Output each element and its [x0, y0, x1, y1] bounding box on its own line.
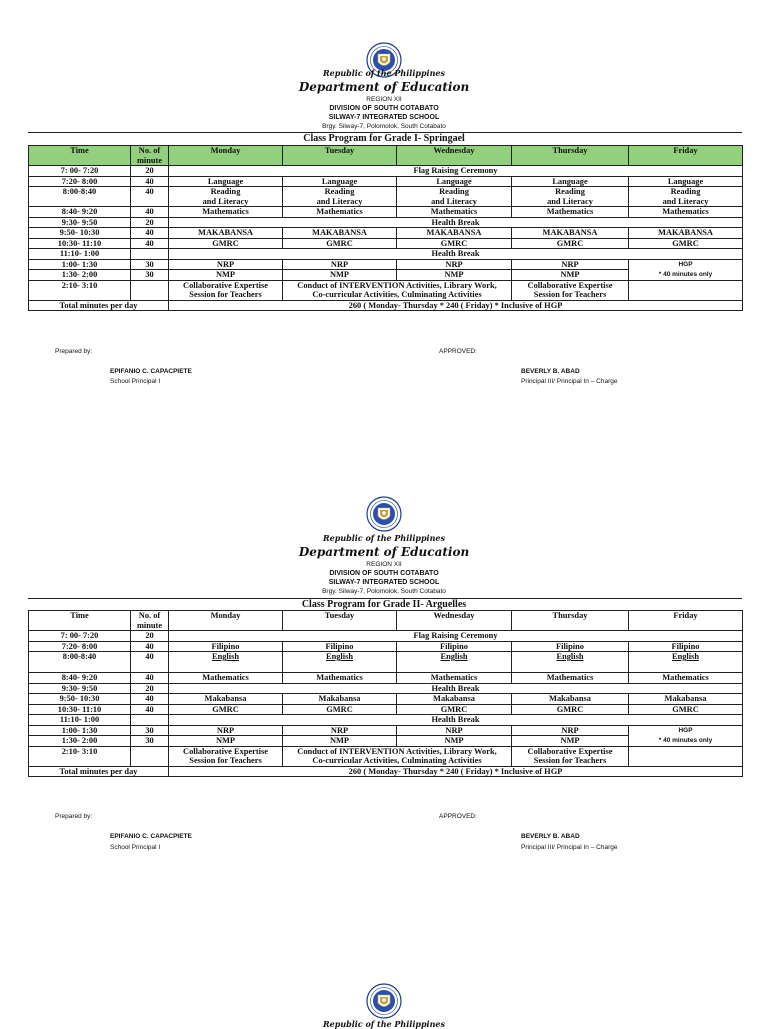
subject-cell: NMP: [512, 270, 629, 281]
prepared-by-label: Prepared by:: [55, 348, 93, 355]
table-row: [29, 217, 743, 228]
table-row: [29, 673, 743, 684]
subject-cell: GMRC: [512, 238, 629, 249]
minutes-cell: 20: [131, 217, 169, 228]
column-header: No. of minute: [131, 146, 169, 166]
time-cell: 9:50- 10:30: [29, 228, 131, 239]
subject-cell: English: [629, 652, 743, 673]
subject-cell: Mathematics: [397, 207, 512, 218]
prepared-by-label: Prepared by:: [55, 813, 93, 820]
span-cell: Health Break: [169, 249, 743, 260]
subject-cell: GMRC: [283, 238, 397, 249]
minutes-cell: 20: [131, 683, 169, 694]
column-header: Monday: [169, 611, 283, 631]
approved-label: APPROVED:: [439, 813, 477, 820]
republic-text: Republic of the Philippines: [322, 1019, 445, 1029]
time-cell: 7:20- 8:00: [29, 176, 131, 187]
subject-cell: Mathematics: [629, 673, 743, 684]
time-cell: 1:30- 2:00: [29, 270, 131, 281]
time-cell: 8:40- 9:20: [29, 207, 131, 218]
column-header: Tuesday: [283, 146, 397, 166]
subject-cell: GMRC: [397, 704, 512, 715]
subject-cell: NMP: [397, 736, 512, 747]
subject-cell: Collaborative Expertise Session for Teachers: [169, 746, 283, 766]
time-cell: 8:40- 9:20: [29, 673, 131, 684]
minutes-cell: 20: [131, 166, 169, 177]
table-row: [29, 652, 743, 673]
subject-cell: GMRC: [629, 238, 743, 249]
subject-cell: Language: [169, 176, 283, 187]
minutes-cell: [131, 715, 169, 726]
time-cell: 8:00-8:40: [29, 652, 131, 673]
preparer-title: School Principal I: [110, 378, 161, 385]
time-cell: 2:10- 3:10: [29, 746, 131, 766]
subject-cell: Language: [283, 176, 397, 187]
subject-cell: Mathematics: [169, 207, 283, 218]
table-row: [29, 166, 743, 177]
subject-cell: GMRC: [512, 704, 629, 715]
subject-cell: Filipino: [512, 641, 629, 652]
subject-cell: Mathematics: [169, 673, 283, 684]
subject-cell: [629, 746, 743, 766]
minutes-cell: 40: [131, 228, 169, 239]
time-cell: 7: 00- 7:20: [29, 166, 131, 177]
column-header: Wednesday: [397, 611, 512, 631]
subject-cell: Mathematics: [397, 673, 512, 684]
subject-cell: Filipino: [397, 641, 512, 652]
table-row: [29, 300, 743, 311]
department-title: Department of Education: [298, 545, 470, 559]
preparer-name: EPIFANIO C. CAPACPIETE: [110, 368, 192, 375]
subject-cell: GMRC: [169, 704, 283, 715]
time-cell: 9:30- 9:50: [29, 217, 131, 228]
span-cell: Health Break: [169, 715, 743, 726]
subject-cell: Collaborative Expertise Session for Teachers: [169, 280, 283, 300]
subject-cell: Mathematics: [512, 207, 629, 218]
subject-cell: MAKABANSA: [629, 228, 743, 239]
subject-cell: NRP: [397, 259, 512, 270]
subject-cell: Makabansa: [283, 694, 397, 705]
table-row: [29, 641, 743, 652]
table-row: [29, 746, 743, 766]
deped-seal-icon: [366, 983, 402, 1019]
minutes-cell: [131, 746, 169, 766]
total-minutes: 260 ( Monday- Thursday * 240 ( Friday) * Inclusive of HGP: [169, 766, 743, 777]
table-row: [29, 187, 743, 207]
subject-cell: NRP: [512, 725, 629, 736]
subject-cell: English: [169, 652, 283, 673]
time-cell: 9:50- 10:30: [29, 694, 131, 705]
subject-cell: Language: [397, 176, 512, 187]
approver-name: BEVERLY B. ABAD: [521, 368, 580, 375]
column-header: Thursday: [512, 611, 629, 631]
subject-cell: Makabansa: [629, 694, 743, 705]
span-cell: Health Break: [169, 217, 743, 228]
table-header-row: [29, 611, 743, 631]
preparer-title: School Principal I: [110, 844, 161, 851]
table-row: [29, 176, 743, 187]
subject-cell: English: [512, 652, 629, 673]
column-header: Time: [29, 611, 131, 631]
table-row: [29, 715, 743, 726]
minutes-cell: 20: [131, 631, 169, 642]
subject-cell: NRP: [512, 259, 629, 270]
approver-title: Principal III/ Principal In – Charge: [521, 378, 618, 385]
subject-cell: NRP: [283, 259, 397, 270]
total-label: Total minutes per day: [29, 300, 169, 311]
subject-cell: English: [283, 652, 397, 673]
column-header: Thursday: [512, 146, 629, 166]
total-minutes: 260 ( Monday- Thursday * 240 ( Friday) * Inclusive of HGP: [169, 300, 743, 311]
time-cell: 1:00- 1:30: [29, 725, 131, 736]
subject-cell: Collaborative Expertise Session for Teachers: [512, 746, 629, 766]
class-program-table: [28, 145, 743, 311]
table-row: [29, 280, 743, 300]
minutes-cell: 40: [131, 238, 169, 249]
subject-cell: NRP: [169, 259, 283, 270]
approved-label: APPROVED:: [439, 348, 477, 355]
minutes-cell: 40: [131, 176, 169, 187]
time-cell: 10:30- 11:10: [29, 238, 131, 249]
subject-cell: Reading and Literacy: [397, 187, 512, 207]
time-cell: 1:30- 2:00: [29, 736, 131, 747]
time-cell: 8:00-8:40: [29, 187, 131, 207]
subject-cell: Makabansa: [512, 694, 629, 705]
program-title: Class Program for Grade I- Springael: [303, 133, 465, 144]
republic-text: Republic of the Philippines: [322, 68, 445, 78]
table-row: [29, 259, 743, 270]
intervention-cell: Conduct of INTERVENTION Activities, Library Work, Co-curricular Activities, Culminating Activities: [283, 280, 512, 300]
table-row: [29, 725, 743, 736]
division-text: DIVISION OF SOUTH COTABATO: [329, 105, 439, 112]
subject-cell: Mathematics: [283, 207, 397, 218]
table-row: [29, 207, 743, 218]
republic-text: Republic of the Philippines: [322, 533, 445, 543]
minutes-cell: [131, 249, 169, 260]
subject-cell: NMP: [169, 736, 283, 747]
span-cell: Flag Raising Ceremony: [169, 166, 743, 177]
school-name: SILWAY-7 INTEGRATED SCHOOL: [328, 114, 440, 121]
table-row: [29, 704, 743, 715]
column-header: Monday: [169, 146, 283, 166]
minutes-cell: 40: [131, 187, 169, 207]
minutes-cell: 30: [131, 259, 169, 270]
subject-cell: MAKABANSA: [512, 228, 629, 239]
table-header-row: [29, 146, 743, 166]
subject-cell: Filipino: [629, 641, 743, 652]
subject-cell: GMRC: [629, 704, 743, 715]
subject-cell: NMP: [397, 270, 512, 281]
school-name: SILWAY-7 INTEGRATED SCHOOL: [328, 579, 440, 586]
table-row: [29, 766, 743, 777]
subject-cell: Collaborative Expertise Session for Teachers: [512, 280, 629, 300]
approver-title: Principal III/ Principal In – Charge: [521, 844, 618, 851]
subject-cell: GMRC: [283, 704, 397, 715]
program-title: Class Program for Grade II- Arguelles: [301, 599, 467, 610]
span-cell: Health Break: [169, 683, 743, 694]
minutes-cell: 30: [131, 725, 169, 736]
subject-cell: NMP: [283, 736, 397, 747]
hgp-cell: HGP * 40 minutes only: [629, 259, 743, 280]
class-program-table: [28, 610, 743, 777]
table-row: [29, 249, 743, 260]
subject-cell: English: [397, 652, 512, 673]
table-row: [29, 683, 743, 694]
subject-cell: MAKABANSA: [283, 228, 397, 239]
subject-cell: Makabansa: [169, 694, 283, 705]
preparer-name: EPIFANIO C. CAPACPIETE: [110, 833, 192, 840]
span-cell: Flag Raising Ceremony: [169, 631, 743, 642]
time-cell: 7:20- 8:00: [29, 641, 131, 652]
table-row: [29, 228, 743, 239]
subject-cell: NRP: [169, 725, 283, 736]
column-header: Tuesday: [283, 611, 397, 631]
minutes-cell: 40: [131, 694, 169, 705]
subject-cell: MAKABANSA: [397, 228, 512, 239]
subject-cell: Reading and Literacy: [629, 187, 743, 207]
subject-cell: Filipino: [169, 641, 283, 652]
subject-cell: Language: [512, 176, 629, 187]
column-header: Time: [29, 146, 131, 166]
department-title: Department of Education: [298, 80, 470, 94]
region-text: REGION XII: [366, 561, 402, 568]
column-header: Wednesday: [397, 146, 512, 166]
hgp-cell: HGP * 40 minutes only: [629, 725, 743, 746]
subject-cell: GMRC: [169, 238, 283, 249]
intervention-cell: Conduct of INTERVENTION Activities, Library Work, Co-curricular Activities, Culminating Activities: [283, 746, 512, 766]
approver-name: BEVERLY B. ABAD: [521, 833, 580, 840]
subject-cell: NRP: [397, 725, 512, 736]
table-row: [29, 694, 743, 705]
subject-cell: NMP: [283, 270, 397, 281]
division-text: DIVISION OF SOUTH COTABATO: [329, 570, 439, 577]
minutes-cell: 40: [131, 641, 169, 652]
subject-cell: Filipino: [283, 641, 397, 652]
time-cell: 2:10- 3:10: [29, 280, 131, 300]
column-header: Friday: [629, 146, 743, 166]
table-row: [29, 238, 743, 249]
time-cell: 9:30- 9:50: [29, 683, 131, 694]
region-text: REGION XII: [366, 96, 402, 103]
subject-cell: NMP: [169, 270, 283, 281]
subject-cell: NMP: [512, 736, 629, 747]
time-cell: 1:00- 1:30: [29, 259, 131, 270]
time-cell: 10:30- 11:10: [29, 704, 131, 715]
subject-cell: Mathematics: [512, 673, 629, 684]
subject-cell: NRP: [283, 725, 397, 736]
column-header: No. of minute: [131, 611, 169, 631]
table-row: [29, 631, 743, 642]
deped-seal-icon: [366, 496, 402, 532]
subject-cell: Mathematics: [283, 673, 397, 684]
subject-cell: Reading and Literacy: [169, 187, 283, 207]
column-header: Friday: [629, 611, 743, 631]
subject-cell: Makabansa: [397, 694, 512, 705]
subject-cell: GMRC: [397, 238, 512, 249]
total-label: Total minutes per day: [29, 766, 169, 777]
subject-cell: Language: [629, 176, 743, 187]
subject-cell: Mathematics: [629, 207, 743, 218]
minutes-cell: 30: [131, 270, 169, 281]
time-cell: 7: 00- 7:20: [29, 631, 131, 642]
school-address: Brgy. Silway-7, Polomolok, South Cotabato: [322, 588, 446, 595]
subject-cell: Reading and Literacy: [283, 187, 397, 207]
minutes-cell: 40: [131, 704, 169, 715]
time-cell: 11:10- 1:00: [29, 715, 131, 726]
minutes-cell: 40: [131, 652, 169, 673]
subject-cell: MAKABANSA: [169, 228, 283, 239]
minutes-cell: [131, 280, 169, 300]
subject-cell: [629, 280, 743, 300]
time-cell: 11:10- 1:00: [29, 249, 131, 260]
minutes-cell: 40: [131, 207, 169, 218]
school-address: Brgy. Silway-7, Polomolok, South Cotabato: [322, 123, 446, 130]
minutes-cell: 40: [131, 673, 169, 684]
subject-cell: Reading and Literacy: [512, 187, 629, 207]
minutes-cell: 30: [131, 736, 169, 747]
